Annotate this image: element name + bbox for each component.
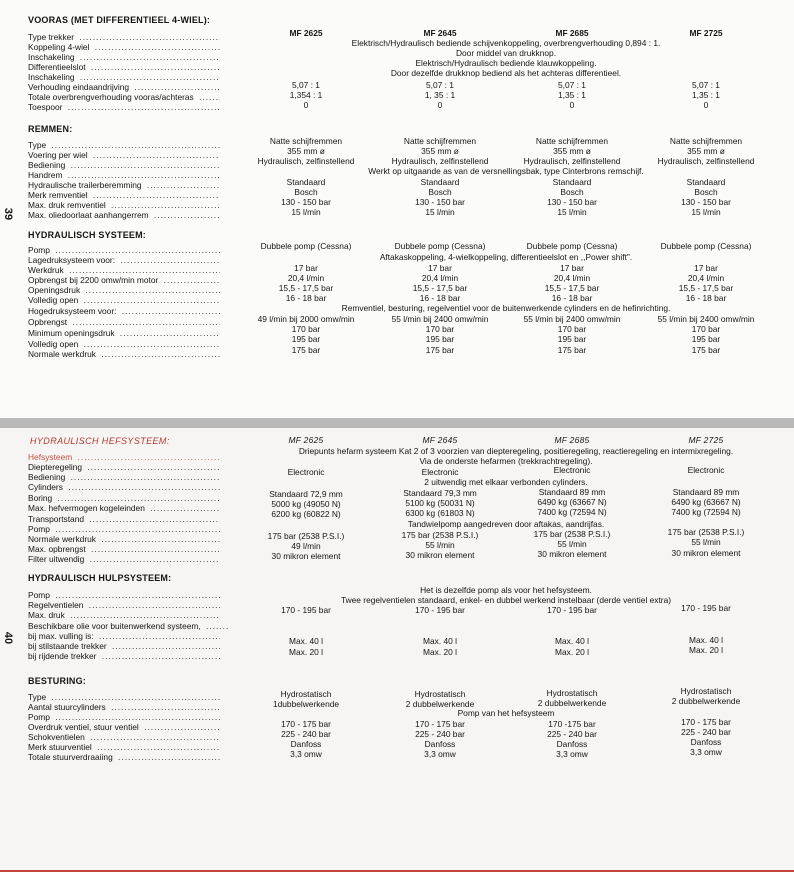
spec-value: 17 bar: [428, 263, 452, 273]
spec-value: 15 l/min: [425, 207, 455, 217]
spec-label: Normale werkdruk .....: [28, 349, 220, 359]
spec-label: Pomp .....: [28, 524, 220, 534]
spec-label: Merk remventiel .....: [28, 190, 220, 200]
spec-span-value: Door dezelfde drukknop bediend als het achteras differentieel.: [390, 68, 622, 78]
spec-value: 130 - 150 bar: [681, 197, 731, 207]
spec-label: Inschakeling .....: [28, 72, 220, 82]
model-header: MF 2645: [423, 28, 457, 38]
spec-value: 195 bar: [291, 334, 321, 344]
spec-label: Filter uitwendig .....: [28, 554, 220, 564]
spec-label: Overdruk ventiel, stuur ventiel .....: [28, 722, 220, 732]
spec-value: 130 - 150 bar: [547, 197, 597, 207]
spec-value: 175 bar (2538 P.S.I.): [533, 529, 611, 539]
spec-value: Max. 20 l: [689, 645, 723, 655]
spec-value: Dubbele pomp (Cessna): [660, 241, 752, 251]
spec-label: Pomp .....: [28, 590, 220, 600]
spec-label: Verhouding eindaandrijving .....: [28, 82, 220, 92]
spec-label: Werkdruk .....: [28, 265, 220, 275]
spec-label: Hydraulische trailerberemming .....: [28, 180, 220, 190]
spec-label: Openingsdruk .....: [28, 285, 220, 295]
spec-span-value: Driepunts hefarm systeem Kat 2 of 3 voorzien van diepteregeling, positieregeling, reactieregeling en intermixregeling.: [298, 446, 734, 456]
spec-span-value: Tandwielpomp aangedreven door aftakas, aandrijfas.: [407, 519, 605, 529]
spec-value: Max. 20 l: [423, 647, 457, 657]
spec-label: Cylinders .....: [28, 482, 220, 492]
spec-label: Type trekker .....: [28, 32, 220, 42]
spec-label: Max. druk .....: [28, 610, 220, 620]
spec-label: Voering per wiel .....: [28, 150, 220, 160]
spec-value: 0: [703, 100, 709, 110]
spec-value: 49 l/min bij 2000 omw/min: [257, 314, 355, 324]
spec-value: 195 bar: [425, 334, 455, 344]
spec-value: Danfoss: [556, 739, 588, 749]
spec-value: Standaard: [286, 177, 326, 187]
model-header: MF 2685: [555, 28, 589, 38]
spec-value: 5,07 : 1: [692, 80, 720, 90]
spec-value: Electronic: [287, 467, 325, 477]
spec-label: Hogedruksysteem voor: .....: [28, 306, 220, 316]
spec-label: Bediening .....: [28, 160, 220, 170]
spec-value: 5,07 : 1: [426, 80, 454, 90]
spec-value: 355 mm ø: [421, 146, 459, 156]
spec-value: Natte schijfremmen: [403, 136, 477, 146]
spec-value: Hydraulisch, zelfinstellend: [391, 156, 489, 166]
spec-value: 6490 kg (63667 N): [671, 497, 741, 507]
spec-span-value: Werkt op uitgaande as van de versnellingsbak, type Cinterbrons remschijf.: [368, 166, 644, 176]
spec-value: 225 - 240 bar: [681, 727, 731, 737]
spec-value: 3,3 omw: [290, 749, 322, 759]
page-number: 39: [2, 207, 15, 221]
spec-value: 195 bar: [691, 334, 721, 344]
spec-label: Differentieelslot .....: [28, 62, 220, 72]
spec-span-value: 2 uitwendig met elkaar verbonden cylinders.: [424, 477, 588, 487]
spec-value: 355 mm ø: [553, 146, 591, 156]
spec-value: 0: [569, 100, 575, 110]
spec-value: 1,35 : 1: [558, 90, 586, 100]
page-39: [0, 0, 794, 418]
spec-value: Standaard 89 mm: [538, 487, 606, 497]
spec-label: Minimum openingsdruk .....: [28, 328, 220, 338]
spec-value: 7400 kg (72594 N): [671, 507, 741, 517]
hefsysteem-heading: HYDRAULISCH HEFSYSTEEM:: [30, 436, 170, 446]
spec-value: Max. 40 l: [689, 635, 723, 645]
spec-value: 170 - 195 bar: [547, 605, 597, 615]
spec-value: 170 - 195 bar: [415, 605, 465, 615]
spec-value: 3,3 omw: [690, 747, 722, 757]
spec-value: 3,3 omw: [424, 749, 456, 759]
spec-value: Standaard: [552, 177, 592, 187]
spec-label: Max. opbrengst .....: [28, 544, 220, 554]
spec-value: 20,4 l/min: [421, 273, 459, 283]
spec-value: 130 - 150 bar: [281, 197, 331, 207]
spec-label: Koppeling 4-wiel .....: [28, 42, 220, 52]
spec-span-value: Remventiel, besturing, regelventiel voor de buitenwerkende cylinders en de hefinrichting.: [341, 303, 671, 313]
spec-value: 1,35 : 1: [692, 90, 720, 100]
spec-value: Standaard 89 mm: [672, 487, 740, 497]
spec-value: 175 bar: [557, 345, 587, 355]
spec-value: 170 - 175 bar: [415, 719, 465, 729]
spec-value: 7400 kg (72594 N): [537, 507, 607, 517]
spec-value: 130 - 150 bar: [415, 197, 465, 207]
spec-value: 20,4 l/min: [687, 273, 725, 283]
spec-value: Hydrostatisch: [546, 688, 598, 698]
spec-value: 15 l/min: [291, 207, 321, 217]
spec-value: Electronic: [553, 465, 591, 475]
spec-value: Standaard 79,3 mm: [403, 488, 477, 498]
spec-value: 17 bar: [694, 263, 718, 273]
spec-span-value: Twee regelventielen standaard, enkel- en dubbel werkend instelbaar (derde ventiel extra): [340, 595, 672, 605]
spec-label: Toespoor .....: [28, 102, 220, 112]
spec-value: 5000 kg (49050 N): [271, 499, 341, 509]
spec-value: Standaard: [420, 177, 460, 187]
spec-value: 55 l/min bij 2400 omw/min: [657, 314, 755, 324]
page-40: [0, 428, 794, 872]
spec-value: 225 - 240 bar: [415, 729, 465, 739]
spec-value: 30 mikron element: [671, 548, 741, 558]
spec-value: 1, 35 : 1: [424, 90, 456, 100]
spec-value: 1,354 : 1: [289, 90, 323, 100]
spec-value: 225 - 240 bar: [547, 729, 597, 739]
page-number: 40: [2, 631, 15, 645]
hulpsysteem-heading: HYDRAULISCH HULPSYSTEEM:: [28, 573, 172, 583]
spec-value: 170 -175 bar: [548, 719, 596, 729]
spec-label: Pomp .....: [28, 245, 220, 255]
spec-span-value: Aftakaskoppeling, 4-wielkoppeling, differentieelslot en ,,Power shift".: [379, 252, 633, 262]
spec-label: bij rijdende trekker .....: [28, 651, 220, 661]
spec-value: 15,5 - 17,5 bar: [278, 283, 334, 293]
spec-value: 355 mm ø: [687, 146, 725, 156]
spec-value: 15,5 - 17,5 bar: [412, 283, 468, 293]
spec-value: Natte schijfremmen: [669, 136, 743, 146]
spec-value: 225 - 240 bar: [281, 729, 331, 739]
spec-value: 0: [303, 100, 309, 110]
spec-label: Boring .....: [28, 493, 220, 503]
hydraulisch-systeem-heading: HYDRAULISCH SYSTEEM:: [28, 230, 147, 240]
spec-value: Natte schijfremmen: [269, 136, 343, 146]
spec-value: 5,07 : 1: [558, 80, 586, 90]
spec-label: bij stilstaande trekker .....: [28, 641, 220, 651]
spec-value: 2 dubbelwerkende: [405, 699, 475, 709]
spec-value: Hydrostatisch: [414, 689, 466, 699]
spec-label: Type .....: [28, 692, 220, 702]
spec-value: 15 l/min: [557, 207, 587, 217]
spec-value: Danfoss: [290, 739, 322, 749]
spec-value: 170 - 175 bar: [281, 719, 331, 729]
remmen-heading: REMMEN:: [28, 124, 73, 134]
spec-value: 6300 kg (61803 N): [405, 508, 475, 518]
spec-value: 6200 kg (60822 N): [271, 509, 341, 519]
spec-value: 30 mikron element: [271, 551, 341, 561]
spec-label: Transportstand .....: [28, 514, 220, 524]
spec-span-value: Via de onderste hefarmen (trekkrachtregeling).: [419, 456, 593, 466]
spec-value: 170 bar: [291, 324, 321, 334]
spec-value: Max. 40 l: [423, 636, 457, 646]
model-header: MF 2625: [289, 28, 323, 38]
spec-label: Handrem .....: [28, 170, 220, 180]
spec-value: 17 bar: [294, 263, 318, 273]
spec-value: Dubbele pomp (Cessna): [260, 241, 352, 251]
spec-value: Bosch: [428, 187, 452, 197]
spec-value: 55 l/min: [425, 540, 455, 550]
spec-value: Hydraulisch, zelfinstellend: [523, 156, 621, 166]
spec-value: 55 l/min: [691, 537, 721, 547]
spec-value: 16 - 18 bar: [685, 293, 727, 303]
spec-label: Opbrengst bij 2200 omw/min motor .....: [28, 275, 220, 285]
spec-span-value: Door middel van drukknop.: [455, 48, 557, 58]
spec-label: Normale werkdruk .....: [28, 534, 220, 544]
spec-value: Dubbele pomp (Cessna): [526, 241, 618, 251]
spec-value: 175 bar: [291, 345, 321, 355]
spec-label: Max. hefvermogen kogeleinden .....: [28, 503, 220, 513]
spec-label: Volledig open .....: [28, 339, 220, 349]
spec-value: 175 bar (2538 P.S.I.): [267, 531, 345, 541]
model-header: MF 2645: [422, 435, 458, 445]
spec-value: 2 dubbelwerkende: [537, 698, 607, 708]
spec-value: 15 l/min: [691, 207, 721, 217]
spec-value: 55 l/min: [557, 539, 587, 549]
spec-value: 55 l/min bij 2400 omw/min: [523, 314, 621, 324]
spec-value: Max. 40 l: [289, 636, 323, 646]
spec-value: 15,5 - 17,5 bar: [544, 283, 600, 293]
spec-span-value: Elektrisch/Hydraulisch bediende klauwkoppeling.: [415, 58, 597, 68]
spec-span-value: Het is dezelfde pomp als voor het hefsysteem.: [420, 585, 592, 595]
spec-label: Diepteregeling .....: [28, 462, 220, 472]
spec-value: 49 l/min: [291, 541, 321, 551]
spec-label: Schokventielen .....: [28, 732, 220, 742]
spec-label: Opbrengst .....: [28, 317, 220, 327]
spec-value: Bosch: [294, 187, 318, 197]
spec-label: Lagedruksysteem voor: .....: [28, 255, 220, 265]
spec-value: Standaard: [686, 177, 726, 187]
spec-value: Hydraulisch, zelfinstellend: [257, 156, 355, 166]
spec-value: 55 l/min bij 2400 omw/min: [391, 314, 489, 324]
spec-value: 170 - 175 bar: [681, 717, 731, 727]
spec-value: Electronic: [421, 467, 459, 477]
spec-label: Totale overbrengverhouding vooras/achteras .....: [28, 92, 220, 102]
spec-value: Danfoss: [690, 737, 722, 747]
spec-label: Volledig open .....: [28, 295, 220, 305]
spec-value: Bosch: [694, 187, 718, 197]
spec-value: Standaard 72,9 mm: [269, 489, 343, 499]
spec-label: Pomp .....: [28, 712, 220, 722]
spec-value: 16 - 18 bar: [285, 293, 327, 303]
spec-value: 6490 kg (63667 N): [537, 497, 607, 507]
spec-value: 170 - 195 bar: [281, 605, 331, 615]
spec-value: 5,07 : 1: [292, 80, 320, 90]
spec-value: 5100 kg (50031 N): [405, 498, 475, 508]
spec-value: Hydraulisch, zelfinstellend: [657, 156, 755, 166]
spec-value: 0: [437, 100, 443, 110]
spec-span-value: Pomp van het hefsysteem: [457, 708, 555, 718]
spec-value: 2 dubbelwerkende: [671, 696, 741, 706]
spec-value: Max. 40 l: [555, 636, 589, 646]
model-header: MF 2685: [554, 435, 590, 445]
spec-label: Type .....: [28, 140, 220, 150]
spec-value: 355 mm ø: [287, 146, 325, 156]
spec-label: Inschakeling .....: [28, 52, 220, 62]
spec-label: Regelventielen .....: [28, 600, 220, 610]
spec-value: Hydrostatisch: [280, 689, 332, 699]
model-header: MF 2625: [288, 435, 324, 445]
besturing-heading: BESTURING:: [28, 676, 86, 686]
spec-value: 15,5 - 17,5 bar: [678, 283, 734, 293]
spec-value: Hydrostatisch: [680, 686, 732, 696]
spec-label: Aantal stuurcylinders .....: [28, 702, 220, 712]
spec-value: 170 - 195 bar: [681, 603, 731, 613]
spec-label: Merk stuurventiel .....: [28, 742, 220, 752]
spec-label: Max. druk remventiel .....: [28, 200, 220, 210]
spec-value: Max. 20 l: [555, 647, 589, 657]
spec-value: 170 bar: [691, 324, 721, 334]
model-header: MF 2725: [688, 435, 724, 445]
spec-value: 170 bar: [557, 324, 587, 334]
spec-value: 20,4 l/min: [287, 273, 325, 283]
spec-value: 1dubbelwerkende: [272, 699, 340, 709]
spec-value: 20,4 l/min: [553, 273, 591, 283]
spec-value: 175 bar: [425, 345, 455, 355]
spec-value: 175 bar (2538 P.S.I.): [401, 530, 479, 540]
spec-label: Beschikbare olie voor buitenwerkend systeem, .....: [28, 621, 228, 631]
model-header: MF 2725: [689, 28, 723, 38]
spec-value: 16 - 18 bar: [419, 293, 461, 303]
spec-value: Electronic: [687, 465, 725, 475]
spec-label: Hefsysteem .....: [28, 452, 220, 462]
spec-label: bij max. vulling is: .....: [28, 631, 220, 641]
spec-value: Max. 20 l: [289, 647, 323, 657]
spec-span-value: Elektrisch/Hydraulisch bediende schijvenkoppeling, overbrengverhouding 0,894 : 1.: [351, 38, 661, 48]
spec-value: 175 bar (2538 P.S.I.): [667, 527, 745, 537]
spec-value: 17 bar: [560, 263, 584, 273]
spec-value: 3,3 omw: [556, 749, 588, 759]
spec-value: 195 bar: [557, 334, 587, 344]
page-gutter: [0, 418, 794, 428]
spec-value: Danfoss: [424, 739, 456, 749]
spec-value: Natte schijfremmen: [535, 136, 609, 146]
spec-label: Max. oliedoorlaat aanhangerrem .....: [28, 210, 220, 220]
spec-value: 30 mikron element: [405, 550, 475, 560]
spec-value: 170 bar: [425, 324, 455, 334]
spec-value: Bosch: [560, 187, 584, 197]
vooras-heading: VOORAS (MET DIFFERENTIEEL 4-WIEL):: [28, 15, 211, 25]
spec-label: Totale stuurverdraaiing .....: [28, 752, 220, 762]
spec-value: Dubbele pomp (Cessna): [394, 241, 486, 251]
spec-label: Bediening .....: [28, 472, 220, 482]
spec-value: 175 bar: [691, 345, 721, 355]
spec-value: 16 - 18 bar: [551, 293, 593, 303]
spec-value: 30 mikron element: [537, 549, 607, 559]
